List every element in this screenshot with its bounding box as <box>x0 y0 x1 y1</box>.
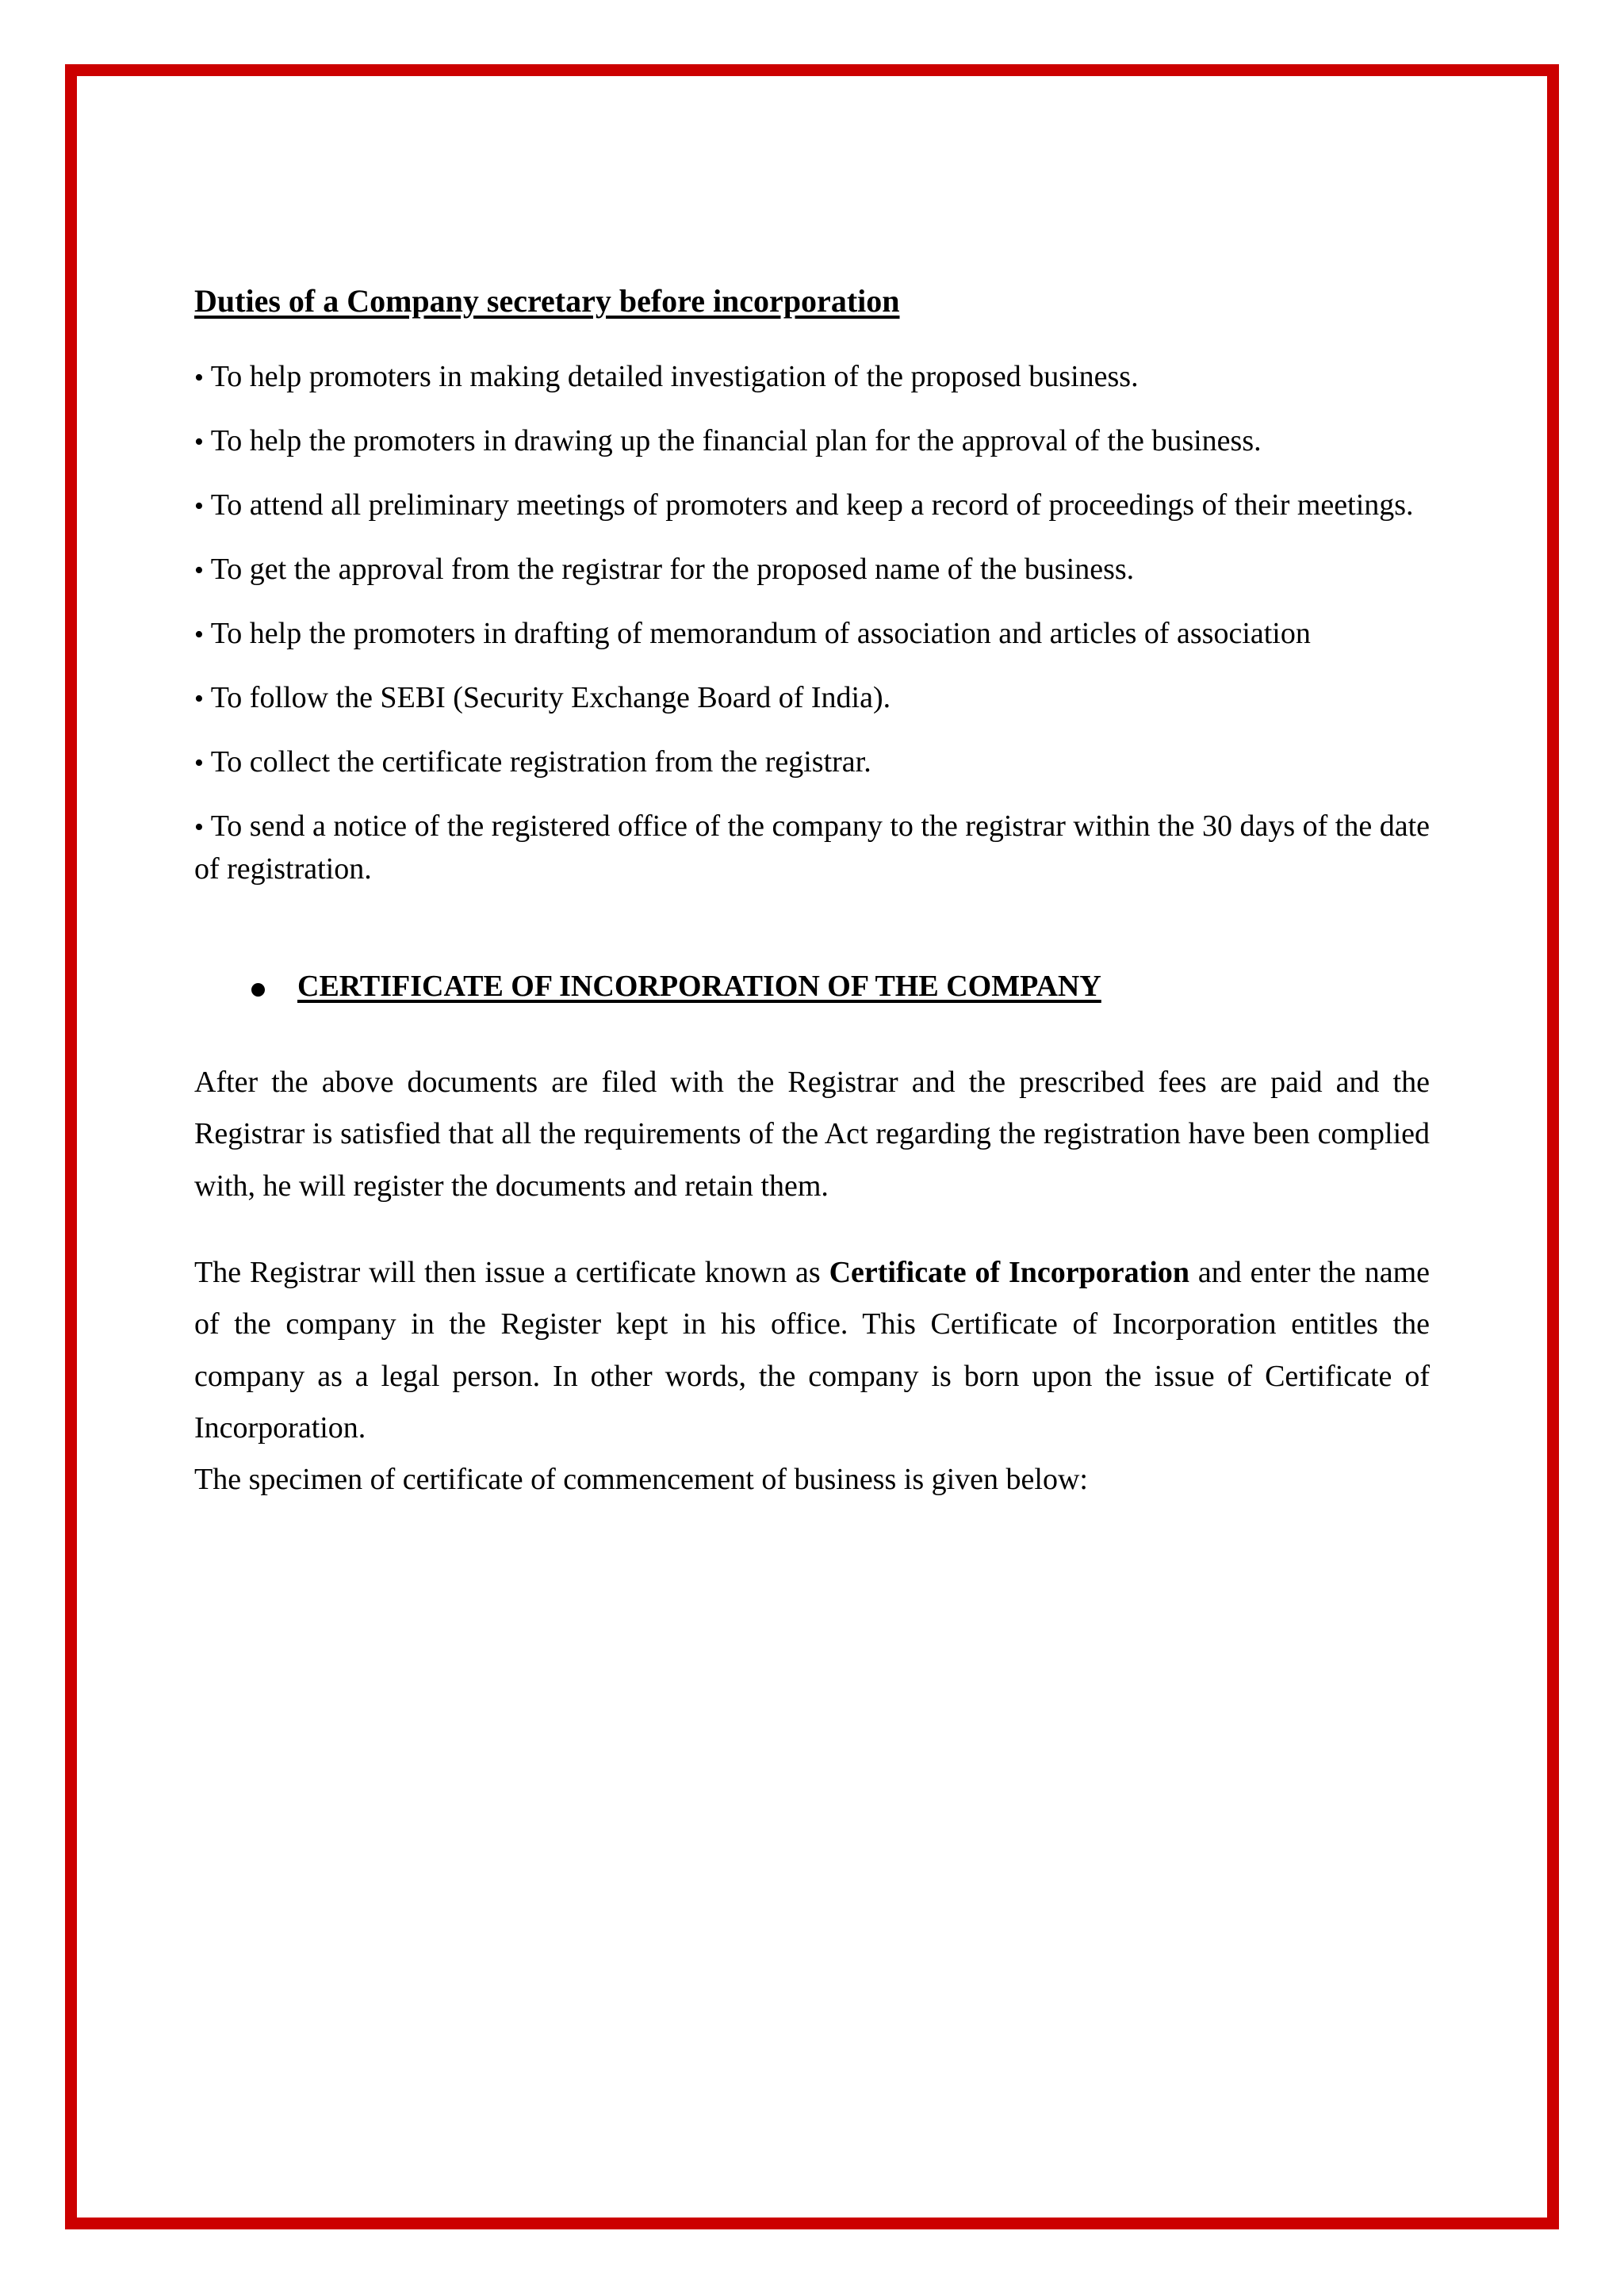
duties-bullet-list <box>194 356 1430 891</box>
disc-bullet-icon <box>251 983 265 997</box>
bullet-marker-icon: • <box>194 555 204 585</box>
section-heading-text: CERTIFICATE OF INCORPORATION OF THE COMPANY <box>297 969 1101 1003</box>
list-item <box>194 677 1430 720</box>
list-item <box>194 420 1430 463</box>
list-item <box>194 484 1430 527</box>
list-item-label: To get the approval from the registrar for the proposed name of the business. <box>210 552 1135 586</box>
page-title <box>194 281 1430 321</box>
list-item-label: To follow the SEBI (Security Exchange Board of India). <box>210 680 891 714</box>
bullet-marker-icon: • <box>194 427 204 457</box>
bullet-marker-icon: • <box>194 683 204 714</box>
paragraph-certificate-issue <box>194 1247 1430 1454</box>
list-item <box>194 613 1430 656</box>
paragraph-registrar-filing: After the above documents are filed with the Registrar and the prescribed fees are paid and the Registrar is satisfied that all the requirements of the Act regarding the registration have been complied with, he will register the documents and retain them. <box>194 1065 1430 1203</box>
paragraph-text-tail: and enter the name of the company in the Register kept in his office. This Certificate of Incorporation entitles the company as a legal person. In other words, the company is born upon the issue of Certificate of Incorporation. <box>194 1256 1430 1445</box>
certificate-of-incorporation-emphasis: Certificate of Incorporation <box>829 1256 1189 1290</box>
list-item-label: To help promoters in making detailed investigation of the proposed business. <box>210 360 1139 393</box>
bullet-marker-icon: • <box>194 812 204 842</box>
section-heading-block <box>194 967 1430 1006</box>
paragraph-text-lead: The Registrar will then issue a certificate known as <box>194 1256 829 1290</box>
list-item-label: To collect the certificate registration from the registrar. <box>210 744 871 779</box>
list-item-label: To help the promoters in drawing up the financial plan for the approval of the business. <box>210 423 1262 457</box>
bullet-marker-icon: • <box>194 363 204 392</box>
bullet-marker-icon: • <box>194 748 204 778</box>
paragraph-specimen-note: The specimen of certificate of commencement of business is given below: <box>194 1463 1088 1497</box>
document-content <box>194 281 1430 1541</box>
list-item <box>194 549 1430 591</box>
list-item-label: To help the promoters in drafting of memorandum of association and articles of association <box>210 616 1311 650</box>
list-item-label: To attend all preliminary meetings of promoters and keep a record of proceedings of their meetings. <box>210 488 1414 522</box>
list-item-label: To send a notice of the registered office of the company to the registrar within the 30 days of the date of registration. <box>194 809 1430 886</box>
section-heading <box>297 970 1101 1003</box>
list-item <box>194 806 1430 891</box>
list-item <box>194 741 1430 784</box>
bullet-marker-icon: • <box>194 619 204 649</box>
page-title-text: Duties of a Company secretary before incorporation <box>194 283 900 319</box>
list-item <box>194 356 1430 399</box>
bullet-marker-icon: • <box>194 491 204 521</box>
